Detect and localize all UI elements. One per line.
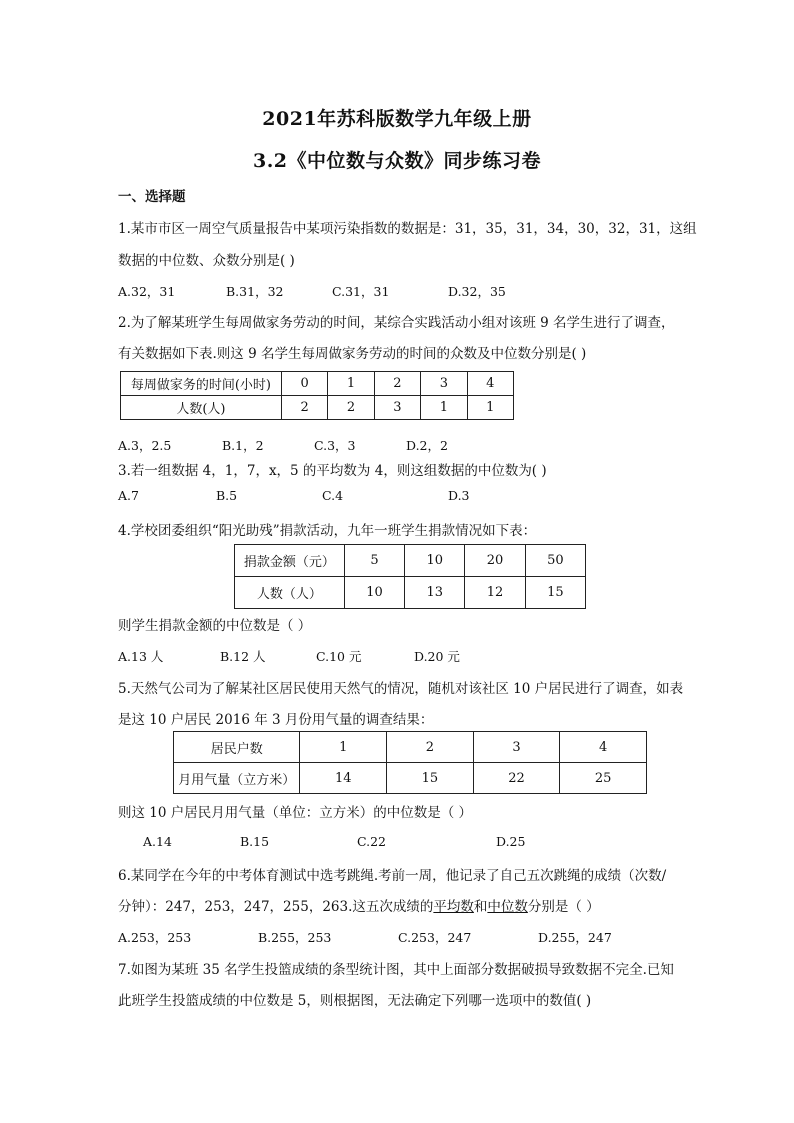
option-d: D.2，2: [406, 438, 448, 453]
table-row: [174, 732, 647, 763]
option-d: D.255，247: [538, 930, 612, 945]
question-5-line-2: 是这 10 户居民 2016 年 3 月份用气量的调查结果：: [118, 712, 434, 728]
table-row: [174, 763, 647, 794]
option-a: A.13 人: [118, 649, 164, 664]
table-row: [121, 396, 514, 420]
question-7-line-2: 此班学生投篮成绩的中位数是 5，则根据图，无法确定下列哪一选项中的数值( ): [118, 993, 592, 1009]
table-cell: 22: [473, 763, 560, 794]
table-row: [121, 372, 514, 396]
option-b: B.1，2: [222, 438, 264, 453]
option-c: C.22: [357, 834, 386, 849]
table-row: [235, 545, 586, 577]
table-cell: 5: [344, 545, 404, 577]
table-cell: 1: [300, 732, 387, 763]
question-4-line-2: 则学生捐款金额的中位数是（ ）: [118, 618, 312, 634]
option-d: D.25: [496, 834, 526, 849]
table-cell: 15: [525, 577, 585, 609]
option-a: A.3，2.5: [118, 438, 172, 453]
option-a: A.7: [118, 488, 139, 503]
table-cell: 3: [473, 732, 560, 763]
option-a: A.32，31: [118, 284, 176, 299]
table-cell: 50: [525, 545, 585, 577]
table-cell: 4: [560, 732, 647, 763]
option-c: C.4: [322, 488, 344, 503]
table-cell: 10: [344, 577, 404, 609]
question-5-line-1: 5.天然气公司为了解某社区居民使用天然气的情况，随机对该社区 10 户居民进行了调查，如表: [118, 681, 684, 697]
question-6-text-b: 和: [473, 899, 488, 915]
table-cell: 1: [421, 396, 467, 420]
question-2-line-2: 有关数据如下表.则这 9 名学生每周做家务劳动的时间的众数及中位数分别是( ): [118, 346, 587, 362]
table-cell: 20: [465, 545, 525, 577]
option-a: A.253，253: [118, 930, 192, 945]
table-cell: 3: [374, 396, 420, 420]
option-b: B.5: [216, 488, 238, 503]
table-cell: 0: [281, 372, 327, 396]
question-4-table: [234, 544, 586, 609]
question-5-table: [173, 731, 647, 794]
question-3-line-1: 3.若一组数据 4，1，7，x，5 的平均数为 4，则这组数据的中位数为( ): [118, 463, 547, 479]
table-cell: 2: [281, 396, 327, 420]
option-d: D.32，35: [448, 284, 506, 299]
question-6-text-c: 分别是（ ）: [527, 899, 600, 915]
table-cell: 25: [560, 763, 647, 794]
option-d: D.20 元: [414, 649, 460, 664]
question-1-line-2: 数据的中位数、众数分别是( ): [118, 253, 295, 269]
option-b: B.12 人: [220, 649, 266, 664]
table-cell: 月用气量（立方米）: [174, 763, 300, 794]
option-b: B.15: [240, 834, 270, 849]
option-b: B.31，32: [226, 284, 284, 299]
table-cell: 2: [328, 396, 374, 420]
question-2-table: [120, 371, 514, 420]
question-4-line-1: 4.学校团委组织“阳光助残”捐款活动，九年一班学生捐款情况如下表：: [118, 523, 537, 539]
underlined-term-median: 中位数: [487, 899, 528, 915]
table-row: [235, 577, 586, 609]
table-cell: 人数（人）: [235, 577, 345, 609]
question-5-line-3: 则这 10 户居民月用气量（单位：立方米）的中位数是（ ）: [118, 805, 473, 821]
option-c: C.3，3: [314, 438, 356, 453]
question-6-line-2: [118, 895, 600, 915]
table-cell: 3: [421, 372, 467, 396]
table-cell: 居民户数: [174, 732, 300, 763]
document-subtitle: 3.2《中位数与众数》同步练习卷: [252, 150, 542, 172]
question-2-line-1: 2.为了解某班学生每周做家务劳动的时间，某综合实践活动小组对该班 9 名学生进行了调查，: [118, 315, 675, 331]
table-cell: 1: [328, 372, 374, 396]
document-title: 2021年苏科版数学九年级上册: [262, 108, 532, 130]
table-cell: 捐款金额（元）: [235, 545, 345, 577]
table-cell: 15: [387, 763, 474, 794]
table-cell: 2: [387, 732, 474, 763]
question-7-line-1: 7.如图为某班 35 名学生投篮成绩的条型统计图，其中上面部分数据破损导致数据不完全.已知: [118, 962, 674, 978]
table-cell: 12: [465, 577, 525, 609]
option-c: C.253，247: [398, 930, 472, 945]
table-cell: 4: [467, 372, 513, 396]
table-cell: 人数(人): [121, 396, 282, 420]
question-6-text-a: 分钟）：247，253，247，255，263.这五次成绩的: [118, 899, 434, 915]
option-c: C.10 元: [316, 649, 362, 664]
table-cell: 1: [467, 396, 513, 420]
table-cell: 13: [405, 577, 465, 609]
question-6-line-1: 6.某同学在今年的中考体育测试中选考跳绳.考前一周，他记录了自己五次跳绳的成绩（次数/: [118, 868, 667, 884]
section-heading: 一、选择题: [118, 189, 186, 205]
table-cell: 10: [405, 545, 465, 577]
option-b: B.255，253: [258, 930, 332, 945]
option-a: A.14: [143, 834, 172, 849]
underlined-term-mean: 平均数: [433, 899, 474, 915]
table-cell: 每周做家务的时间(小时): [121, 372, 282, 396]
question-1-line-1: 1.某市市区一周空气质量报告中某项污染指数的数据是：31，35，31，34，30，32，31，这组: [118, 221, 697, 237]
table-cell: 14: [300, 763, 387, 794]
option-d: D.3: [448, 488, 470, 503]
option-c: C.31，31: [332, 284, 390, 299]
table-cell: 2: [374, 372, 420, 396]
